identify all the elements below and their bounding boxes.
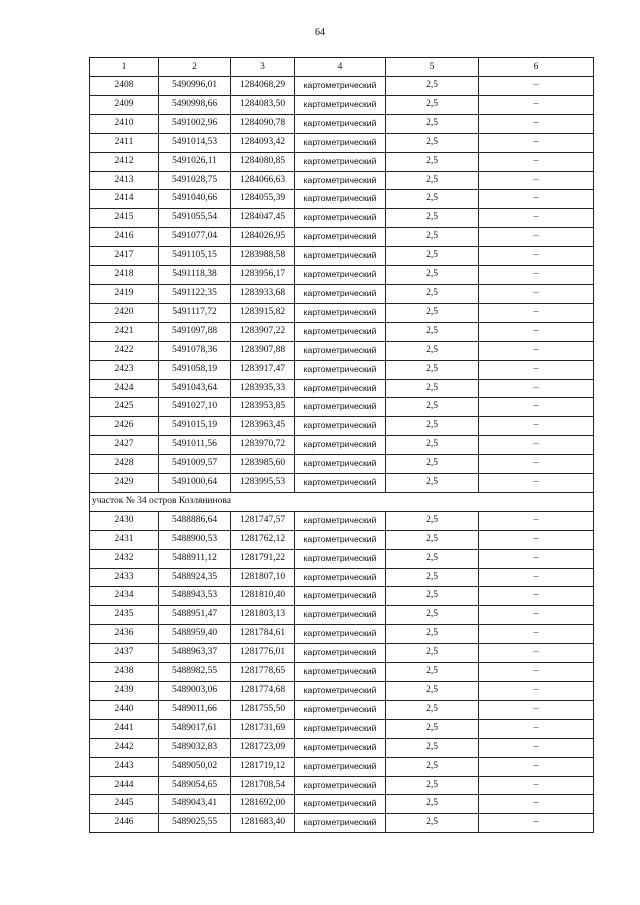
coord-y-cell: 1283995,53 — [231, 474, 295, 493]
point-number-cell: 2418 — [90, 266, 159, 285]
note-cell: – — [479, 776, 594, 795]
coord-x-cell: 5489032,83 — [159, 738, 231, 757]
point-number-cell: 2426 — [90, 417, 159, 436]
point-number-cell: 2410 — [90, 114, 159, 133]
method-cell: картометрический — [295, 511, 386, 530]
coord-y-cell: 1281731,69 — [231, 719, 295, 738]
table-row — [90, 114, 594, 133]
point-number-cell: 2432 — [90, 549, 159, 568]
coord-x-cell: 5489054,65 — [159, 776, 231, 795]
method-cell: картометрический — [295, 303, 386, 322]
method-cell: картометрический — [295, 738, 386, 757]
method-cell: картометрический — [295, 133, 386, 152]
coord-y-cell: 1284093,42 — [231, 133, 295, 152]
accuracy-cell: 2,5 — [386, 700, 479, 719]
method-cell: картометрический — [295, 644, 386, 663]
method-cell: картометрический — [295, 549, 386, 568]
method-cell: картометрический — [295, 379, 386, 398]
accuracy-cell: 2,5 — [386, 455, 479, 474]
note-cell: – — [479, 757, 594, 776]
point-number-cell: 2436 — [90, 625, 159, 644]
point-number-cell: 2430 — [90, 511, 159, 530]
accuracy-cell: 2,5 — [386, 776, 479, 795]
note-cell: – — [479, 266, 594, 285]
coord-y-cell: 1281784,61 — [231, 625, 295, 644]
note-cell: – — [479, 322, 594, 341]
coord-y-cell: 1281755,50 — [231, 700, 295, 719]
accuracy-cell: 2,5 — [386, 266, 479, 285]
point-number-cell: 2446 — [90, 814, 159, 833]
coord-y-cell: 1281774,68 — [231, 682, 295, 701]
note-cell: – — [479, 587, 594, 606]
coord-x-cell: 5489025,55 — [159, 814, 231, 833]
accuracy-cell: 2,5 — [386, 152, 479, 171]
note-cell: – — [479, 417, 594, 436]
point-number-cell: 2421 — [90, 322, 159, 341]
point-number-cell: 2439 — [90, 682, 159, 701]
point-number-cell: 2417 — [90, 247, 159, 266]
method-cell: картометрический — [295, 776, 386, 795]
coord-y-cell: 1284083,50 — [231, 95, 295, 114]
section-title: участок № 34 остров Козлянинова — [90, 492, 594, 511]
method-cell: картометрический — [295, 341, 386, 360]
coord-y-cell: 1284068,29 — [231, 77, 295, 96]
note-cell: – — [479, 398, 594, 417]
table-row — [90, 474, 594, 493]
coord-x-cell: 5491077,04 — [159, 228, 231, 247]
note-cell: – — [479, 341, 594, 360]
accuracy-cell: 2,5 — [386, 417, 479, 436]
coord-y-cell: 1281776,01 — [231, 644, 295, 663]
coord-x-cell: 5491040,66 — [159, 190, 231, 209]
table-row — [90, 379, 594, 398]
coord-x-cell: 5491055,54 — [159, 209, 231, 228]
point-number-cell: 2437 — [90, 644, 159, 663]
coord-y-cell: 1284066,63 — [231, 171, 295, 190]
table-row — [90, 530, 594, 549]
coord-x-cell: 5491000,64 — [159, 474, 231, 493]
table-row — [90, 795, 594, 814]
coord-y-cell: 1281708,54 — [231, 776, 295, 795]
column-header: 5 — [386, 58, 479, 77]
coord-y-cell: 1284090,78 — [231, 114, 295, 133]
coord-x-cell: 5488982,55 — [159, 663, 231, 682]
table-row — [90, 303, 594, 322]
coord-y-cell: 1281692,00 — [231, 795, 295, 814]
note-cell: – — [479, 644, 594, 663]
column-header: 6 — [479, 58, 594, 77]
coord-y-cell: 1283917,47 — [231, 360, 295, 379]
method-cell: картометрический — [295, 530, 386, 549]
coord-x-cell: 5491118,38 — [159, 266, 231, 285]
note-cell: – — [479, 152, 594, 171]
accuracy-cell: 2,5 — [386, 511, 479, 530]
method-cell: картометрический — [295, 360, 386, 379]
coord-x-cell: 5488959,40 — [159, 625, 231, 644]
method-cell: картометрический — [295, 247, 386, 266]
accuracy-cell: 2,5 — [386, 814, 479, 833]
note-cell: – — [479, 682, 594, 701]
point-number-cell: 2443 — [90, 757, 159, 776]
coord-x-cell: 5488951,47 — [159, 606, 231, 625]
table-row — [90, 644, 594, 663]
note-cell: – — [479, 77, 594, 96]
point-number-cell: 2409 — [90, 95, 159, 114]
method-cell: картометрический — [295, 700, 386, 719]
note-cell: – — [479, 738, 594, 757]
point-number-cell: 2415 — [90, 209, 159, 228]
coordinates-table — [89, 57, 594, 833]
coord-x-cell: 5489011,66 — [159, 700, 231, 719]
accuracy-cell: 2,5 — [386, 568, 479, 587]
note-cell: – — [479, 474, 594, 493]
method-cell: картометрический — [295, 190, 386, 209]
coord-y-cell: 1281810,40 — [231, 587, 295, 606]
table-row — [90, 663, 594, 682]
coord-x-cell: 5491122,35 — [159, 284, 231, 303]
accuracy-cell: 2,5 — [386, 795, 479, 814]
coord-x-cell: 5491058,19 — [159, 360, 231, 379]
note-cell: – — [479, 247, 594, 266]
accuracy-cell: 2,5 — [386, 228, 479, 247]
table-row — [90, 549, 594, 568]
coord-y-cell: 1283988,58 — [231, 247, 295, 266]
method-cell: картометрический — [295, 284, 386, 303]
table-row — [90, 95, 594, 114]
coord-x-cell: 5491043,64 — [159, 379, 231, 398]
table-row — [90, 606, 594, 625]
accuracy-cell: 2,5 — [386, 757, 479, 776]
coord-y-cell: 1283953,85 — [231, 398, 295, 417]
table-row — [90, 398, 594, 417]
note-cell: – — [479, 133, 594, 152]
point-number-cell: 2434 — [90, 587, 159, 606]
coord-x-cell: 5488886,64 — [159, 511, 231, 530]
point-number-cell: 2438 — [90, 663, 159, 682]
method-cell: картометрический — [295, 682, 386, 701]
accuracy-cell: 2,5 — [386, 436, 479, 455]
method-cell: картометрический — [295, 455, 386, 474]
method-cell: картометрический — [295, 114, 386, 133]
coord-x-cell: 5488900,53 — [159, 530, 231, 549]
table-header — [90, 58, 594, 77]
method-cell: картометрический — [295, 228, 386, 247]
method-cell: картометрический — [295, 606, 386, 625]
table-row — [90, 133, 594, 152]
note-cell: – — [479, 436, 594, 455]
coord-x-cell: 5491015,19 — [159, 417, 231, 436]
point-number-cell: 2419 — [90, 284, 159, 303]
note-cell: – — [479, 284, 594, 303]
table-row — [90, 266, 594, 285]
point-number-cell: 2416 — [90, 228, 159, 247]
coord-x-cell: 5491027,10 — [159, 398, 231, 417]
coord-x-cell: 5488924,35 — [159, 568, 231, 587]
coord-y-cell: 1281807,10 — [231, 568, 295, 587]
column-header: 3 — [231, 58, 295, 77]
note-cell: – — [479, 814, 594, 833]
coord-y-cell: 1281747,57 — [231, 511, 295, 530]
section-row — [90, 492, 594, 511]
coord-x-cell: 5491028,75 — [159, 171, 231, 190]
method-cell: картометрический — [295, 719, 386, 738]
header-row — [90, 58, 594, 77]
point-number-cell: 2408 — [90, 77, 159, 96]
table-row — [90, 417, 594, 436]
method-cell: картометрический — [295, 625, 386, 644]
point-number-cell: 2414 — [90, 190, 159, 209]
note-cell: – — [479, 795, 594, 814]
coord-x-cell: 5491014,53 — [159, 133, 231, 152]
coord-y-cell: 1283907,88 — [231, 341, 295, 360]
point-number-cell: 2440 — [90, 700, 159, 719]
coord-x-cell: 5491097,88 — [159, 322, 231, 341]
note-cell: – — [479, 549, 594, 568]
table-row — [90, 682, 594, 701]
coord-y-cell: 1284026,95 — [231, 228, 295, 247]
accuracy-cell: 2,5 — [386, 284, 479, 303]
table-row — [90, 511, 594, 530]
method-cell: картометрический — [295, 814, 386, 833]
coord-y-cell: 1283907,22 — [231, 322, 295, 341]
coord-x-cell: 5489017,61 — [159, 719, 231, 738]
table-row — [90, 455, 594, 474]
note-cell: – — [479, 530, 594, 549]
note-cell: – — [479, 209, 594, 228]
note-cell: – — [479, 455, 594, 474]
note-cell: – — [479, 171, 594, 190]
point-number-cell: 2425 — [90, 398, 159, 417]
note-cell: – — [479, 511, 594, 530]
method-cell: картометрический — [295, 436, 386, 455]
note-cell: – — [479, 114, 594, 133]
coord-y-cell: 1281791,22 — [231, 549, 295, 568]
point-number-cell: 2412 — [90, 152, 159, 171]
accuracy-cell: 2,5 — [386, 606, 479, 625]
table-row — [90, 190, 594, 209]
coord-y-cell: 1281778,65 — [231, 663, 295, 682]
note-cell: – — [479, 568, 594, 587]
accuracy-cell: 2,5 — [386, 171, 479, 190]
coord-x-cell: 5491105,15 — [159, 247, 231, 266]
coord-y-cell: 1284047,45 — [231, 209, 295, 228]
point-number-cell: 2428 — [90, 455, 159, 474]
table-row — [90, 436, 594, 455]
point-number-cell: 2424 — [90, 379, 159, 398]
accuracy-cell: 2,5 — [386, 625, 479, 644]
method-cell: картометрический — [295, 77, 386, 96]
coord-x-cell: 5490998,66 — [159, 95, 231, 114]
table-row — [90, 228, 594, 247]
coord-x-cell: 5491011,56 — [159, 436, 231, 455]
accuracy-cell: 2,5 — [386, 530, 479, 549]
note-cell: – — [479, 606, 594, 625]
table-row — [90, 568, 594, 587]
table-row — [90, 776, 594, 795]
table-row — [90, 625, 594, 644]
point-number-cell: 2445 — [90, 795, 159, 814]
method-cell: картометрический — [295, 417, 386, 436]
coord-x-cell: 5490996,01 — [159, 77, 231, 96]
method-cell: картометрический — [295, 474, 386, 493]
coord-y-cell: 1283970,72 — [231, 436, 295, 455]
coord-x-cell: 5489003,06 — [159, 682, 231, 701]
method-cell: картометрический — [295, 322, 386, 341]
accuracy-cell: 2,5 — [386, 360, 479, 379]
coord-y-cell: 1284080,85 — [231, 152, 295, 171]
point-number-cell: 2442 — [90, 738, 159, 757]
table-row — [90, 700, 594, 719]
table-row — [90, 757, 594, 776]
coord-x-cell: 5489043,41 — [159, 795, 231, 814]
accuracy-cell: 2,5 — [386, 247, 479, 266]
table-row — [90, 587, 594, 606]
point-number-cell: 2431 — [90, 530, 159, 549]
accuracy-cell: 2,5 — [386, 474, 479, 493]
table-row — [90, 814, 594, 833]
method-cell: картометрический — [295, 95, 386, 114]
point-number-cell: 2413 — [90, 171, 159, 190]
method-cell: картометрический — [295, 152, 386, 171]
method-cell: картометрический — [295, 663, 386, 682]
note-cell: – — [479, 228, 594, 247]
coord-y-cell: 1283963,45 — [231, 417, 295, 436]
point-number-cell: 2422 — [90, 341, 159, 360]
table-row — [90, 360, 594, 379]
coord-x-cell: 5489050,02 — [159, 757, 231, 776]
coord-x-cell: 5488963,37 — [159, 644, 231, 663]
coord-y-cell: 1283985,60 — [231, 455, 295, 474]
note-cell: – — [479, 663, 594, 682]
accuracy-cell: 2,5 — [386, 549, 479, 568]
method-cell: картометрический — [295, 398, 386, 417]
coord-x-cell: 5491026,11 — [159, 152, 231, 171]
column-header: 2 — [159, 58, 231, 77]
accuracy-cell: 2,5 — [386, 682, 479, 701]
method-cell: картометрический — [295, 171, 386, 190]
note-cell: – — [479, 190, 594, 209]
coord-y-cell: 1283935,33 — [231, 379, 295, 398]
accuracy-cell: 2,5 — [386, 398, 479, 417]
point-number-cell: 2435 — [90, 606, 159, 625]
point-number-cell: 2441 — [90, 719, 159, 738]
note-cell: – — [479, 625, 594, 644]
coord-y-cell: 1281723,09 — [231, 738, 295, 757]
point-number-cell: 2423 — [90, 360, 159, 379]
note-cell: – — [479, 719, 594, 738]
accuracy-cell: 2,5 — [386, 190, 479, 209]
note-cell: – — [479, 303, 594, 322]
table-row — [90, 77, 594, 96]
coord-x-cell: 5488911,12 — [159, 549, 231, 568]
coord-x-cell: 5491002,96 — [159, 114, 231, 133]
method-cell: картометрический — [295, 568, 386, 587]
accuracy-cell: 2,5 — [386, 587, 479, 606]
accuracy-cell: 2,5 — [386, 663, 479, 682]
method-cell: картометрический — [295, 209, 386, 228]
page-number: 64 — [315, 27, 325, 38]
accuracy-cell: 2,5 — [386, 209, 479, 228]
coord-x-cell: 5491009,57 — [159, 455, 231, 474]
note-cell: – — [479, 700, 594, 719]
method-cell: картометрический — [295, 587, 386, 606]
table-row — [90, 738, 594, 757]
coord-y-cell: 1281762,12 — [231, 530, 295, 549]
coord-y-cell: 1283933,68 — [231, 284, 295, 303]
coord-x-cell: 5491078,36 — [159, 341, 231, 360]
accuracy-cell: 2,5 — [386, 114, 479, 133]
accuracy-cell: 2,5 — [386, 379, 479, 398]
accuracy-cell: 2,5 — [386, 719, 479, 738]
accuracy-cell: 2,5 — [386, 77, 479, 96]
accuracy-cell: 2,5 — [386, 303, 479, 322]
point-number-cell: 2427 — [90, 436, 159, 455]
point-number-cell: 2420 — [90, 303, 159, 322]
note-cell: – — [479, 379, 594, 398]
coord-x-cell: 5488943,53 — [159, 587, 231, 606]
coord-y-cell: 1281719,12 — [231, 757, 295, 776]
accuracy-cell: 2,5 — [386, 322, 479, 341]
table-row — [90, 284, 594, 303]
table-body — [90, 77, 594, 833]
table-row — [90, 209, 594, 228]
method-cell: картометрический — [295, 795, 386, 814]
table-row — [90, 322, 594, 341]
coord-y-cell: 1283956,17 — [231, 266, 295, 285]
point-number-cell: 2444 — [90, 776, 159, 795]
note-cell: – — [479, 95, 594, 114]
table-row — [90, 719, 594, 738]
table-row — [90, 171, 594, 190]
point-number-cell: 2411 — [90, 133, 159, 152]
coord-y-cell: 1281803,13 — [231, 606, 295, 625]
column-header: 1 — [90, 58, 159, 77]
coord-y-cell: 1284055,39 — [231, 190, 295, 209]
accuracy-cell: 2,5 — [386, 644, 479, 663]
accuracy-cell: 2,5 — [386, 133, 479, 152]
note-cell: – — [479, 360, 594, 379]
accuracy-cell: 2,5 — [386, 738, 479, 757]
method-cell: картометрический — [295, 266, 386, 285]
coord-x-cell: 5491117,72 — [159, 303, 231, 322]
point-number-cell: 2433 — [90, 568, 159, 587]
point-number-cell: 2429 — [90, 474, 159, 493]
accuracy-cell: 2,5 — [386, 95, 479, 114]
column-header: 4 — [295, 58, 386, 77]
method-cell: картометрический — [295, 757, 386, 776]
table-row — [90, 247, 594, 266]
accuracy-cell: 2,5 — [386, 341, 479, 360]
table-row — [90, 152, 594, 171]
coord-y-cell: 1283915,82 — [231, 303, 295, 322]
table-row — [90, 341, 594, 360]
coord-y-cell: 1281683,40 — [231, 814, 295, 833]
